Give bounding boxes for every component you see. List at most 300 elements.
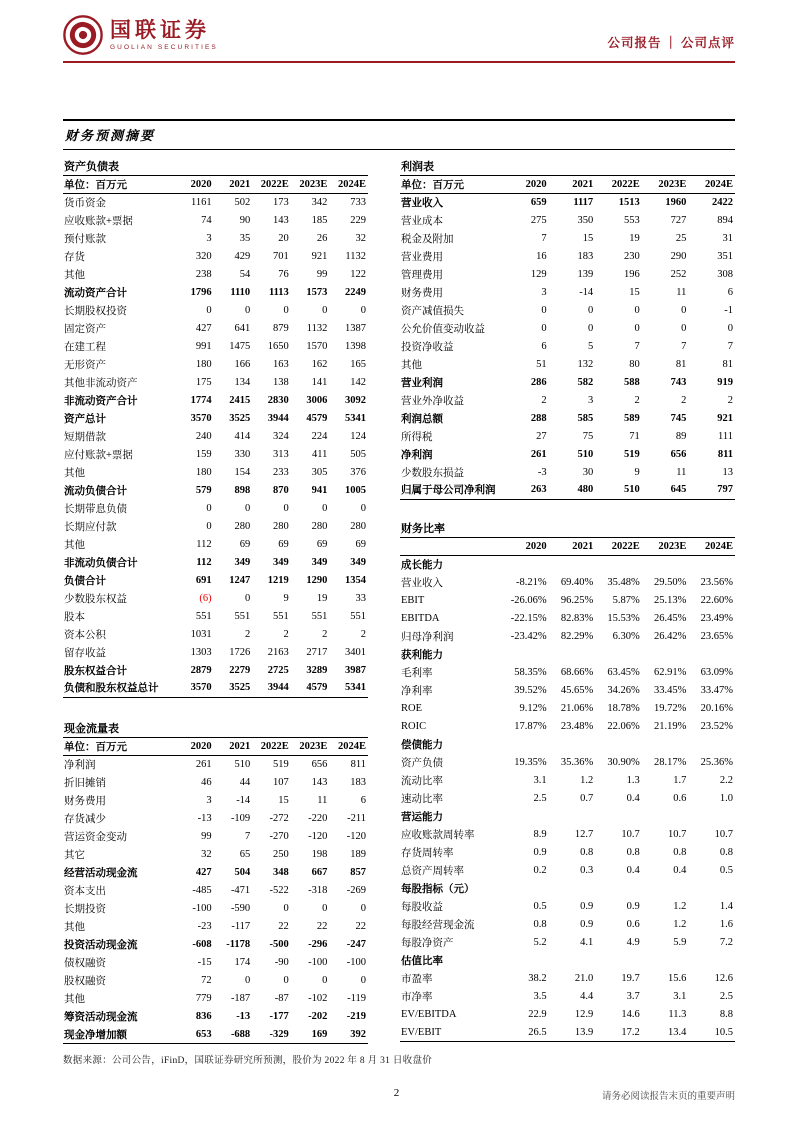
cell-value: 22 (278, 921, 289, 932)
cell-value: 22.9 (528, 1009, 547, 1020)
cell-value: -22.15% (510, 613, 547, 624)
cell-value: 0 (360, 304, 366, 316)
cell-value: -269 (346, 885, 366, 896)
row-label: 营业收入 (401, 197, 443, 209)
row-label: 营业成本 (401, 215, 443, 227)
cell-value: 348 (273, 867, 289, 878)
table-row (63, 265, 368, 283)
cell-value: -688 (230, 1028, 251, 1040)
cell-value: 898 (234, 484, 251, 496)
footer-disclaimer: 请务必阅读报告末页的重要声明 (601, 1092, 735, 1102)
cell-value: 2415 (229, 394, 251, 406)
cell-value: 75 (582, 430, 594, 442)
cell-value: 6 (727, 286, 733, 298)
table-row (63, 355, 368, 373)
cell-value: 11 (317, 795, 328, 806)
cell-value: 588 (624, 376, 640, 388)
cell-value: 65 (239, 849, 251, 860)
cell-value: 1290 (306, 574, 328, 586)
table-row (63, 864, 368, 882)
cell-value: 7 (681, 340, 687, 352)
row-label: ROE (401, 703, 422, 714)
cell-value: 645 (670, 484, 687, 496)
cell-value: 779 (195, 993, 212, 1004)
year-column-header: 2023E (291, 738, 330, 756)
table-row (63, 607, 368, 625)
cell-value: 1247 (229, 574, 251, 586)
cell-value: 941 (311, 484, 328, 496)
cell-value: 35.36% (560, 757, 594, 768)
table-header-row (400, 538, 735, 556)
cell-value: 1113 (268, 286, 289, 298)
cell-value (595, 646, 642, 664)
cell-value (502, 880, 549, 898)
cell-value: 0.5 (533, 901, 547, 912)
cell-value: 5 (587, 340, 594, 352)
cell-value: 39.52% (514, 685, 547, 696)
cell-value: -187 (230, 993, 251, 1004)
cell-value: 9.12% (519, 703, 547, 714)
cell-value: -23 (197, 921, 212, 932)
cell-value: 263 (530, 484, 547, 496)
guolian-logo-icon (63, 15, 103, 55)
cell-value: 81 (675, 358, 687, 370)
row-label: 流动负债合计 (64, 485, 127, 497)
row-label: 存货 (64, 251, 85, 263)
cell-value: 641 (234, 322, 251, 334)
cell-value (688, 952, 735, 970)
cell-value: 656 (311, 759, 328, 771)
cell-value: 2279 (229, 664, 251, 676)
cell-value: 68.66% (560, 667, 594, 678)
cell-value (595, 736, 642, 754)
cell-value: 5341 (345, 412, 366, 424)
cell-value: 3944 (267, 682, 289, 694)
row-label: 债权融资 (64, 958, 106, 969)
cell-value: 1650 (267, 340, 289, 352)
cell-value: -117 (231, 921, 251, 932)
cell-value (502, 736, 549, 754)
cell-value (595, 952, 642, 970)
cell-value: 579 (195, 484, 212, 496)
cell-value: 189 (350, 849, 366, 860)
row-label: 经营活动现金流 (64, 868, 138, 879)
cell-value: 13 (722, 466, 733, 478)
cell-value: 2 (244, 628, 251, 640)
cell-value: 22.06% (607, 721, 640, 732)
cell-value: 51 (536, 358, 547, 370)
table-row (400, 610, 735, 628)
cell-value (595, 556, 642, 574)
cell-value: 72 (201, 975, 212, 986)
row-label: 获利能力 (401, 650, 443, 661)
cell-value: 0 (244, 592, 251, 604)
cell-value (642, 736, 689, 754)
cell-value: -590 (230, 903, 251, 914)
row-label: 归属于母公司净利润 (401, 485, 496, 497)
cell-value: 280 (350, 520, 366, 532)
cell-value: 13.9 (574, 1026, 594, 1038)
cell-value: 54 (239, 268, 251, 280)
cell-value: 174 (234, 957, 251, 968)
cell-value: -270 (269, 831, 289, 842)
table-row (400, 934, 735, 952)
cell-value: 2717 (306, 646, 328, 658)
year-column-header: 2020 (502, 175, 549, 193)
table-row (63, 571, 368, 589)
table-row (400, 373, 735, 391)
cell-value: 183 (577, 250, 594, 262)
cell-value: 143 (311, 777, 328, 788)
cell-value: 894 (717, 214, 733, 226)
table-row (400, 790, 735, 808)
cell-value: 22 (316, 921, 328, 932)
row-label: EBITDA (401, 613, 440, 624)
cell-value: 811 (350, 759, 366, 771)
cell-value: 224 (311, 430, 328, 442)
table-title: 财务比率 (400, 520, 735, 538)
cell-value: -329 (269, 1028, 289, 1040)
cell-value: 2 (283, 628, 289, 640)
row-label: 长期投资 (64, 904, 106, 915)
cell-value (549, 952, 596, 970)
cell-value: -1178 (226, 939, 251, 950)
table-title: 现金流量表 (63, 720, 368, 738)
table-row (63, 247, 368, 265)
cell-value: 180 (195, 466, 212, 478)
row-label: 营运资金变动 (64, 832, 127, 843)
table-row (63, 499, 368, 517)
row-label: 其他非流动资产 (64, 377, 138, 389)
cell-value: 0.8 (719, 847, 733, 858)
row-label: 非流动负债合计 (64, 557, 138, 569)
cell-value: 553 (624, 214, 640, 226)
cell-value: 7 (727, 340, 733, 352)
cell-value: 0.3 (580, 865, 594, 876)
cell-value: 0 (322, 502, 328, 514)
row-label: 其它 (64, 850, 85, 861)
table-row (63, 661, 368, 679)
cell-value: 1570 (306, 340, 328, 352)
cell-value: 9 (283, 592, 289, 604)
cell-value: 233 (273, 466, 289, 478)
section-title: 财务预测摘要 (63, 119, 735, 150)
row-label: 流动资产合计 (64, 287, 127, 299)
cell-value: -318 (308, 885, 328, 896)
cell-value: -14 (236, 795, 251, 806)
cell-value: 0.4 (626, 793, 640, 804)
cell-value: 743 (670, 376, 687, 388)
brand-name: 国联证券 (110, 17, 210, 42)
cell-value: 342 (311, 196, 328, 208)
cell-value: 69 (355, 538, 366, 550)
cell-value: 7 (541, 232, 547, 244)
table-row (63, 589, 368, 607)
cell-value: 154 (234, 466, 251, 478)
cell-value: 12.7 (574, 829, 594, 840)
table-row (400, 826, 735, 844)
cell-value: 745 (670, 412, 687, 424)
cell-value: 324 (273, 430, 289, 442)
cell-value: 10.7 (668, 829, 687, 840)
cell-value: 8.8 (719, 1009, 733, 1020)
cell-value: -219 (346, 1011, 366, 1022)
cell-value: 82.83% (560, 613, 594, 624)
cell-value: 811 (717, 448, 733, 460)
cell-value: 870 (273, 484, 289, 496)
cell-value: 1398 (345, 340, 366, 352)
cell-value: 26 (316, 232, 328, 244)
cell-value: 62.91% (654, 667, 687, 678)
cell-value: 173 (273, 196, 289, 208)
table-row (400, 574, 735, 592)
row-label: 投资活动现金流 (64, 940, 138, 951)
cell-value: 90 (239, 214, 251, 226)
cell-value: 1.7 (673, 775, 687, 786)
cell-value: 3570 (190, 412, 212, 424)
unit-label: 单位：百万元 (63, 738, 175, 756)
cell-value: 0 (634, 304, 640, 316)
cell-value (502, 556, 549, 574)
cell-value: 0 (587, 322, 594, 334)
cell-value: 427 (195, 867, 212, 878)
cell-value: 429 (234, 250, 251, 262)
brand-subtitle: GUOLIAN SECURITIES (110, 44, 218, 52)
table-title-row (63, 157, 368, 175)
cell-value: 5.9 (673, 937, 687, 948)
cell-value: 111 (718, 430, 733, 442)
cell-value: 6.30% (612, 631, 640, 642)
table-row (400, 556, 735, 574)
year-column-header: 2021 (214, 175, 253, 193)
cell-value: 22.60% (700, 595, 733, 606)
cell-value: 1031 (190, 628, 212, 640)
table-row (400, 301, 735, 319)
cell-value: 17.2 (621, 1026, 640, 1038)
row-label: 所得税 (401, 431, 433, 443)
row-label: 预付账款 (64, 233, 106, 245)
cell-value: 82.29% (560, 631, 594, 642)
cell-value: 28.17% (654, 757, 687, 768)
cell-value: 510 (624, 484, 640, 496)
cell-value: 19 (316, 592, 328, 604)
cell-value: 3 (206, 232, 212, 244)
row-label: 筹资活动现金流 (64, 1012, 138, 1023)
table-title-row (400, 157, 735, 175)
cell-value (502, 952, 549, 970)
table-row (63, 918, 368, 936)
row-label: 少数股东损益 (401, 467, 464, 479)
cell-value: 1726 (229, 646, 251, 658)
cell-value: 2725 (267, 664, 289, 676)
row-label: 资产减值损失 (401, 305, 464, 317)
year-column-header: 2021 (549, 175, 596, 193)
cell-value: 26.42% (654, 631, 687, 642)
cell-value: 0 (206, 520, 212, 532)
cell-value: 3.1 (533, 775, 547, 786)
cell-value: 510 (577, 448, 594, 460)
cell-value: -102 (308, 993, 328, 1004)
cell-value: 2163 (267, 646, 289, 658)
cell-value: -90 (274, 957, 289, 968)
cell-value: 107 (273, 777, 289, 788)
table-row (63, 391, 368, 409)
cell-value: 504 (234, 867, 251, 878)
cell-value: 0.9 (626, 901, 640, 912)
row-label: 存货周转率 (401, 848, 454, 859)
cell-value: 290 (670, 250, 687, 262)
cell-value: 240 (195, 430, 212, 442)
cell-value: 0 (244, 502, 251, 514)
cell-value: 12.6 (714, 973, 733, 984)
cell-value: 33 (355, 592, 366, 604)
cell-value: 392 (350, 1028, 366, 1040)
row-label: 营运能力 (401, 812, 443, 823)
cell-value (642, 646, 689, 664)
balance-sheet-table (63, 157, 368, 698)
cell-value: 15 (629, 286, 640, 298)
row-label: 营业费用 (401, 251, 443, 263)
cell-value: -26.06% (510, 595, 547, 606)
cell-value: 0 (206, 304, 212, 316)
cell-value: 3006 (306, 394, 328, 406)
cell-value: 99 (201, 831, 212, 842)
cell-value: 879 (273, 322, 289, 334)
cell-value: 305 (311, 466, 328, 478)
cell-value: 349 (234, 556, 251, 568)
row-label: 营业收入 (401, 578, 443, 589)
cell-value: 138 (273, 376, 289, 388)
cell-value: -120 (346, 831, 366, 842)
cell-value: 89 (675, 430, 687, 442)
cell-value: 7.2 (719, 937, 733, 948)
report-type (607, 33, 735, 55)
table-row (63, 900, 368, 918)
cell-value: 25.36% (700, 757, 733, 768)
unit-label: 单位：百万元 (400, 175, 502, 193)
cell-value: 0.5 (719, 865, 733, 876)
cell-value: -14 (579, 286, 594, 298)
data-source-note: 数据来源：公司公告，iFinD，国联证券研究所预测，股价为 2022 年 8 月 31 日收盘价 (63, 1056, 433, 1066)
cell-value (549, 808, 596, 826)
cell-value: 2.5 (719, 991, 733, 1002)
cell-value: 0 (283, 903, 289, 914)
cell-value: 11 (676, 286, 687, 298)
cell-value: 30.90% (607, 757, 640, 768)
cell-value: -100 (308, 957, 328, 968)
cell-value: 63.45% (607, 667, 640, 678)
page-footer (0, 1087, 793, 1102)
cell-value: 1110 (230, 286, 251, 298)
cell-value: 585 (577, 412, 594, 424)
cell-value: 691 (195, 574, 212, 586)
cell-value: 480 (577, 484, 594, 496)
cell-value: 0 (244, 304, 251, 316)
row-label: 每股收益 (401, 902, 443, 913)
table-row (400, 646, 735, 664)
table-row (63, 373, 368, 391)
cell-value: 0 (360, 502, 366, 514)
table-row (63, 972, 368, 990)
right-column (400, 157, 735, 1042)
cell-value: 29.50% (654, 577, 687, 588)
cell-value: 0.9 (580, 919, 594, 930)
cell-value: -522 (269, 885, 289, 896)
cell-value: 124 (350, 430, 366, 442)
table-row (400, 355, 735, 373)
cell-value: 23.65% (700, 631, 733, 642)
cell-value: 18.78% (607, 703, 640, 714)
cell-value (642, 556, 689, 574)
table-row (63, 463, 368, 481)
cell-value: 6 (360, 795, 366, 806)
cell-value: 3092 (345, 394, 366, 406)
cell-value: 2 (727, 394, 733, 406)
cell-value: 1005 (345, 484, 366, 496)
cell-value: 0.6 (673, 793, 687, 804)
cell-value: 175 (195, 376, 212, 388)
cell-value: 0.4 (626, 865, 640, 876)
row-label: 资产总计 (64, 413, 106, 425)
cell-value: 667 (311, 867, 328, 878)
cell-value: 1796 (190, 286, 212, 298)
cell-value: 0 (283, 502, 289, 514)
cell-value: 261 (530, 448, 547, 460)
cell-value: 3570 (190, 682, 212, 694)
cell-value: -100 (192, 903, 212, 914)
table-row (400, 445, 735, 463)
table-row (400, 916, 735, 934)
table-row (400, 265, 735, 283)
cell-value: 519 (624, 448, 640, 460)
cell-value: 0 (541, 304, 547, 316)
table-row (63, 409, 368, 427)
table-row (400, 391, 735, 409)
table-row (400, 700, 735, 718)
cell-value: 238 (195, 268, 212, 280)
unit-label: 单位：百万元 (63, 175, 175, 193)
page-number: 2 (393, 1087, 400, 1099)
cell-value: 261 (195, 759, 212, 771)
table-row (400, 229, 735, 247)
cell-value: 330 (234, 448, 251, 460)
cell-value: 0.8 (580, 847, 594, 858)
cell-value: 308 (717, 268, 733, 280)
row-label: 少数股东权益 (64, 593, 127, 605)
row-label: 财务费用 (64, 796, 106, 807)
cell-value: 0.4 (673, 865, 687, 876)
year-column-header: 2023E (642, 538, 689, 556)
cell-value: -13 (236, 1011, 251, 1022)
cell-value (549, 556, 596, 574)
table-row (63, 679, 368, 697)
year-column-header: 2022E (252, 175, 291, 193)
cell-value: 0.6 (626, 919, 640, 930)
row-label: EV/EBITDA (401, 1009, 457, 1020)
table-row (400, 844, 735, 862)
cell-value: 0 (283, 975, 289, 986)
cell-value: 1219 (267, 574, 289, 586)
table-row (63, 553, 368, 571)
cell-value: 0.9 (580, 901, 594, 912)
table-row (400, 193, 735, 211)
cell-value (688, 808, 735, 826)
table-row (63, 756, 368, 774)
cell-value: 919 (717, 376, 733, 388)
cell-value: 139 (577, 268, 594, 280)
cell-value: -15 (197, 957, 212, 968)
cell-value: 20 (278, 232, 289, 244)
